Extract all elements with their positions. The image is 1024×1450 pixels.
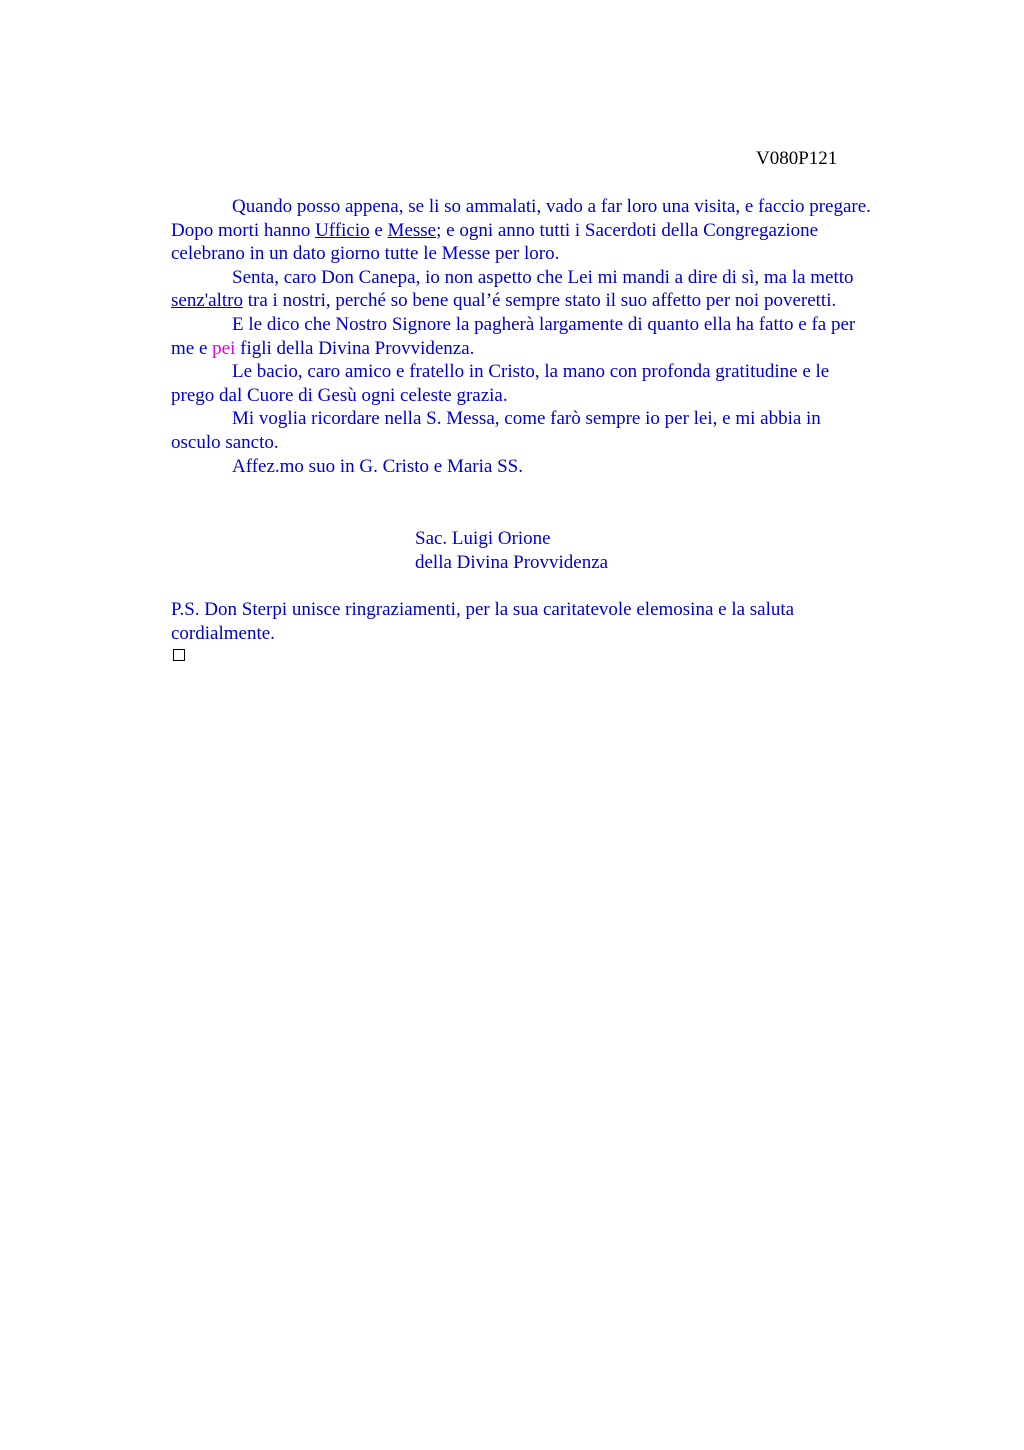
signature-block: [415, 527, 608, 574]
underlined-word: Ufficio: [315, 219, 370, 241]
body-line: [171, 289, 941, 313]
body-line: Mi voglia ricordare nella S. Messa, come farò sempre io per lei, e mi abbia in: [232, 408, 821, 430]
postscript: [171, 598, 794, 645]
body-line: [171, 337, 941, 361]
letter-body: [171, 195, 941, 478]
body-line: E le dico che Nostro Signore la pagherà largamente di quanto ella ha fatto e fa per: [232, 313, 856, 335]
page-id: V080P121: [756, 148, 838, 169]
body-line: Affez.mo suo in G. Cristo e Maria SS.: [232, 455, 523, 477]
end-marker-box: [173, 649, 185, 661]
underlined-word: senz'altro: [171, 290, 244, 312]
body-line: Quando posso appena, se li so ammalati, vado a far loro una visita, e faccio pregare.: [232, 196, 871, 217]
highlighted-word: pei: [212, 337, 236, 359]
text-run: ; e ogni anno tutti i Sacerdoti della Congregazione: [436, 219, 819, 241]
text-run: me e: [171, 337, 213, 359]
body-line: [171, 219, 941, 243]
signature-org: della Divina Provvidenza: [415, 551, 609, 573]
text-run: Dopo morti hanno: [171, 219, 316, 241]
body-line: celebrano in un dato giorno tutte le Messe per loro.: [171, 243, 560, 265]
body-line: osculo sancto.: [171, 431, 279, 453]
body-line: Le bacio, caro amico e fratello in Cristo, la mano con profonda gratitudine e le: [232, 361, 830, 383]
body-line: prego dal Cuore di Gesù ogni celeste grazia.: [171, 384, 508, 406]
postscript-line: cordialmente.: [171, 622, 275, 644]
text-run: figli della Divina Provvidenza.: [235, 337, 475, 359]
body-line: Senta, caro Don Canepa, io non aspetto che Lei mi mandi a dire di sì, ma la metto: [232, 266, 854, 288]
underlined-word: Messe: [387, 219, 437, 241]
text-run: e: [369, 219, 388, 241]
signature-name: Sac. Luigi Orione: [415, 528, 551, 549]
text-run: tra i nostri, perché so bene qual’é sempre stato il suo affetto per noi poveretti.: [243, 290, 837, 312]
postscript-line: P.S. Don Sterpi unisce ringraziamenti, per la sua caritatevole elemosina e la saluta: [171, 599, 795, 620]
